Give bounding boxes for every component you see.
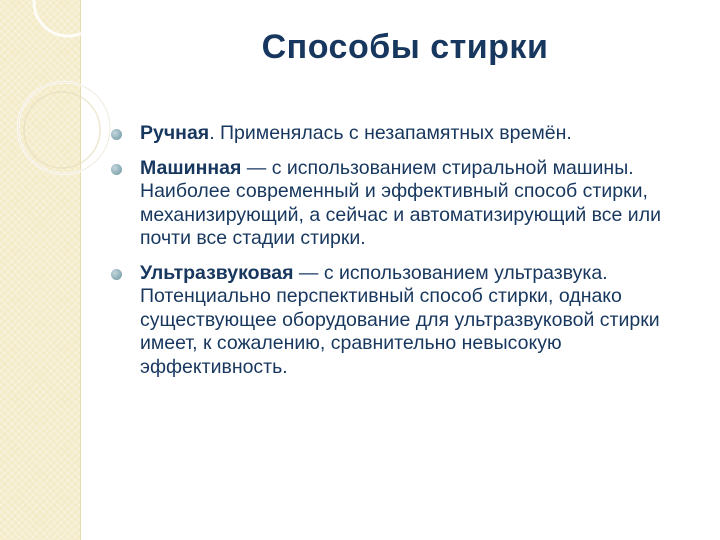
list-item-ultrasonic [108, 262, 703, 380]
list-item-manual [108, 122, 703, 146]
washing-methods-list [108, 122, 703, 390]
method-term: Машинная [140, 156, 242, 179]
list-item-machine [108, 157, 703, 251]
method-term: Ультразвуковая [140, 261, 294, 284]
method-description: с использованием ультразвука. Потенциально перспективный способ стирки, однако существующее оборудование для ультразвуковой стирки имеет, к сожалению, сравнительно невысокую эффективность. [140, 261, 660, 378]
term-separator: — [293, 261, 324, 284]
bullet-icon [111, 129, 122, 140]
bullet-icon [111, 164, 122, 175]
slide-title: Способы стирки [261, 28, 549, 66]
method-description: Применялась с незапамятных времён. [220, 122, 572, 144]
term-separator: — [241, 156, 272, 179]
term-separator: . [209, 122, 221, 144]
method-description: с использованием стиральной машины. Наиболее современный и эффективный способ стирки, механизирующий, а сейчас и автоматизирующий все или почти все стадии стирки. [140, 156, 661, 249]
bullet-icon [111, 269, 122, 280]
method-term: Ручная [140, 122, 210, 144]
